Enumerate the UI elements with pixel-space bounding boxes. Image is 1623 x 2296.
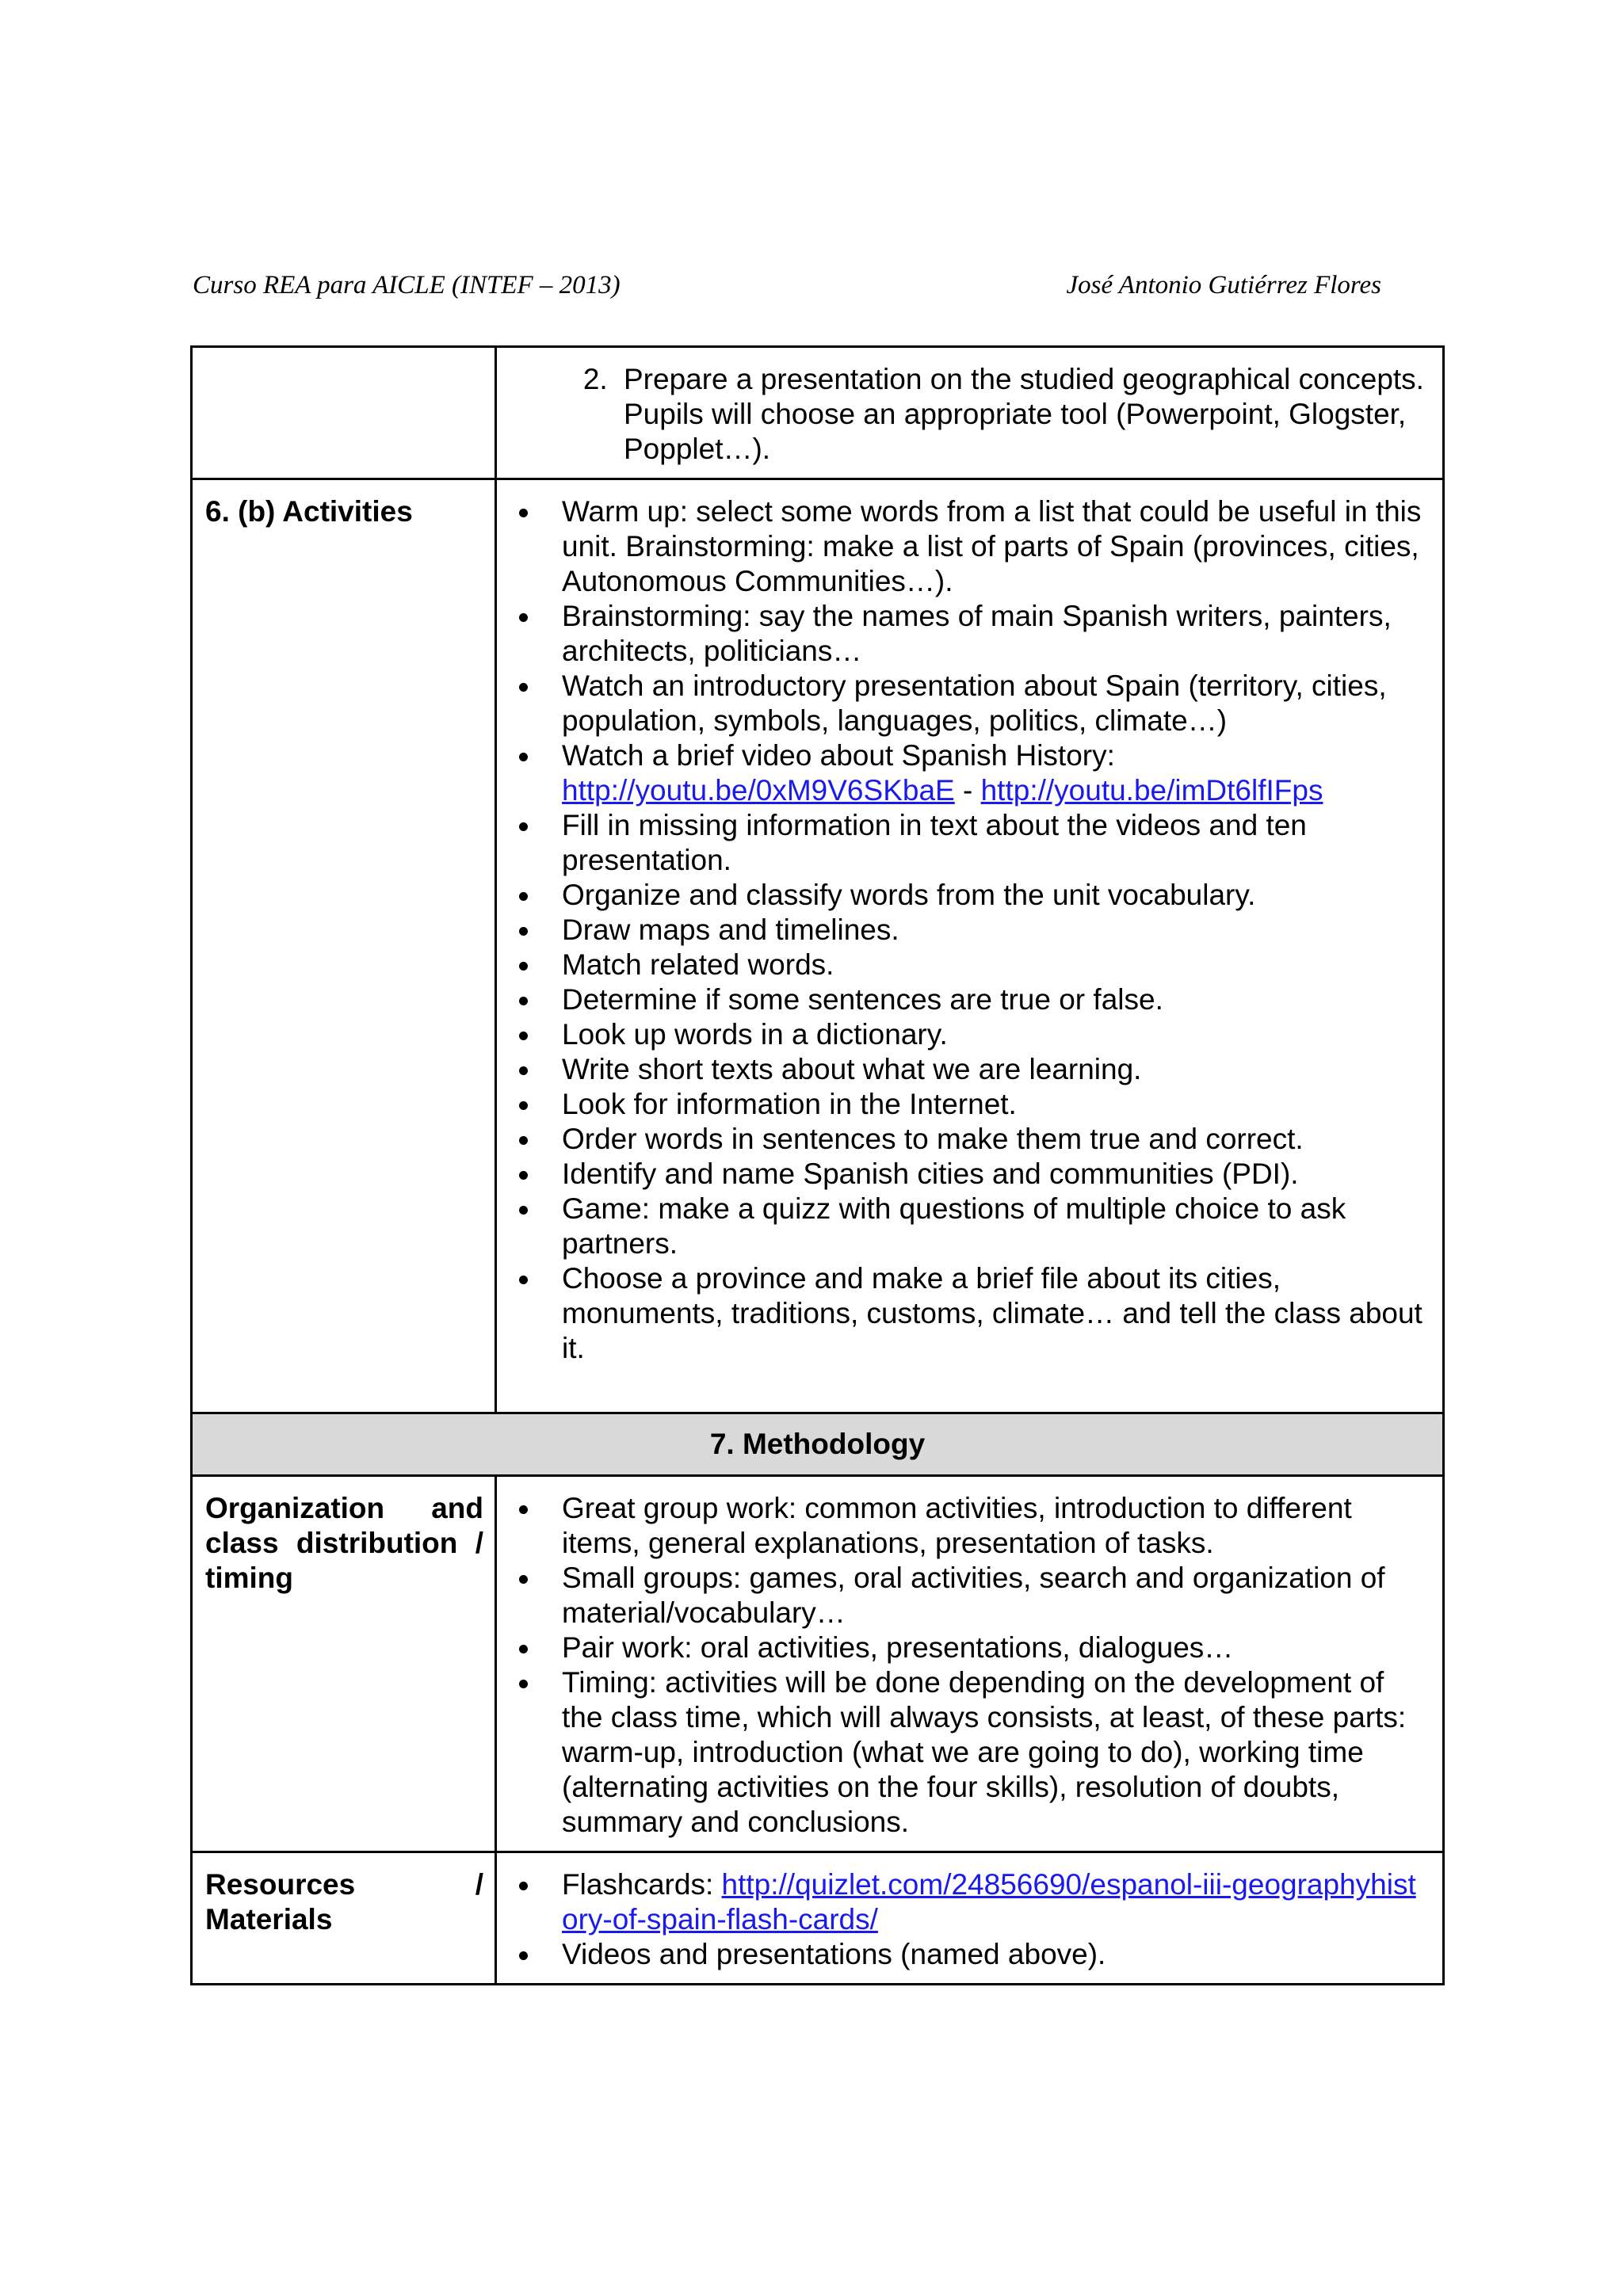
organization-content xyxy=(496,1476,1444,1852)
activities-row xyxy=(192,479,1444,1413)
video-item-text: Watch a brief video about Spanish History: xyxy=(562,739,1115,772)
header-author: José Antonio Gutiérrez Flores xyxy=(1066,271,1381,299)
list-item: Warm up: select some words from a list that could be useful in this unit. Brainstorming: make a list of parts of Spain (provinces, cities, Autonomous Communities…). xyxy=(506,494,1425,599)
continued-content xyxy=(496,347,1444,479)
list-item: Fill in missing information in text about the videos and ten presentation. xyxy=(506,808,1425,878)
video-link-1[interactable]: http://youtu.be/0xM9V6SKbaE xyxy=(562,774,955,807)
list-item xyxy=(506,1867,1425,1937)
resources-content xyxy=(496,1852,1444,1985)
resources-label-text-2: Materials xyxy=(205,1903,333,1936)
list-item xyxy=(506,738,1425,808)
resources-label-text: Resources / xyxy=(205,1868,483,1901)
list-item: 2. Prepare a presentation on the studied geographical concepts. Pupils will choose an appropriate tool (Powerpoint, Glogster, Popplet…). xyxy=(616,362,1425,467)
list-item: Watch an introductory presentation about Spain (territory, cities, population, symbols, languages, politics, climate…) xyxy=(506,669,1425,738)
list-item: Look for information in the Internet. xyxy=(506,1087,1425,1122)
resources-row xyxy=(192,1852,1444,1985)
list-item: Look up words in a dictionary. xyxy=(506,1017,1425,1052)
flashcards-label: Flashcards: xyxy=(562,1868,722,1901)
flashcards-link[interactable]: http://quizlet.com/24856690/espanol-iii-geographyhistory-of-spain-flash-cards/ xyxy=(562,1868,1416,1936)
list-item: Match related words. xyxy=(506,948,1425,982)
list-item: Timing: activities will be done depending on the development of the class time, which will always consists, at least, of these parts: warm-up, introduction (what we are going to do), working time (alternating activities on the four skills), resolution of doubts, summary and conclusions. xyxy=(506,1665,1425,1840)
organization-label-text: Organization and class distribution / xyxy=(205,1492,483,1559)
organization-label-text-2: timing xyxy=(205,1562,293,1594)
header-course-title: Curso REA para AICLE (INTEF – 2013) xyxy=(193,271,621,299)
methodology-row xyxy=(192,1413,1444,1476)
lesson-plan-table xyxy=(190,345,1445,1985)
numbered-list xyxy=(506,362,1425,467)
list-item: Brainstorming: say the names of main Spanish writers, painters, architects, politicians… xyxy=(506,599,1425,669)
list-item: Choose a province and make a brief file about its cities, monuments, traditions, customs, climate… and tell the class about it. xyxy=(506,1261,1425,1366)
list-item: Game: make a quizz with questions of multiple choice to ask partners. xyxy=(506,1192,1425,1261)
list-item: Order words in sentences to make them true and correct. xyxy=(506,1122,1425,1157)
list-item: Determine if some sentences are true or false. xyxy=(506,982,1425,1017)
organization-list xyxy=(506,1491,1425,1840)
activities-content xyxy=(496,479,1444,1413)
video-link-separator: - xyxy=(954,774,981,807)
continued-row xyxy=(192,347,1444,479)
activities-list xyxy=(506,494,1425,1366)
list-item: Draw maps and timelines. xyxy=(506,913,1425,948)
resources-label xyxy=(192,1852,496,1985)
activities-label: 6. (b) Activities xyxy=(192,479,496,1413)
list-item: Organize and classify words from the unit vocabulary. xyxy=(506,878,1425,913)
list-item: Great group work: common activities, introduction to different items, general explanations, presentation of tasks. xyxy=(506,1491,1425,1561)
list-item: Write short texts about what we are learning. xyxy=(506,1052,1425,1087)
list-item: Pair work: oral activities, presentations, dialogues… xyxy=(506,1630,1425,1665)
list-item: Videos and presentations (named above). xyxy=(506,1937,1425,1972)
resources-list xyxy=(506,1867,1425,1972)
organization-label xyxy=(192,1476,496,1852)
organization-row xyxy=(192,1476,1444,1852)
video-link-2[interactable]: http://youtu.be/imDt6lfIFps xyxy=(980,774,1323,807)
list-item: Identify and name Spanish cities and communities (PDI). xyxy=(506,1157,1425,1192)
empty-label-cell xyxy=(192,347,496,479)
methodology-heading: 7. Methodology xyxy=(192,1413,1444,1476)
list-item: Small groups: games, oral activities, search and organization of material/vocabulary… xyxy=(506,1561,1425,1630)
